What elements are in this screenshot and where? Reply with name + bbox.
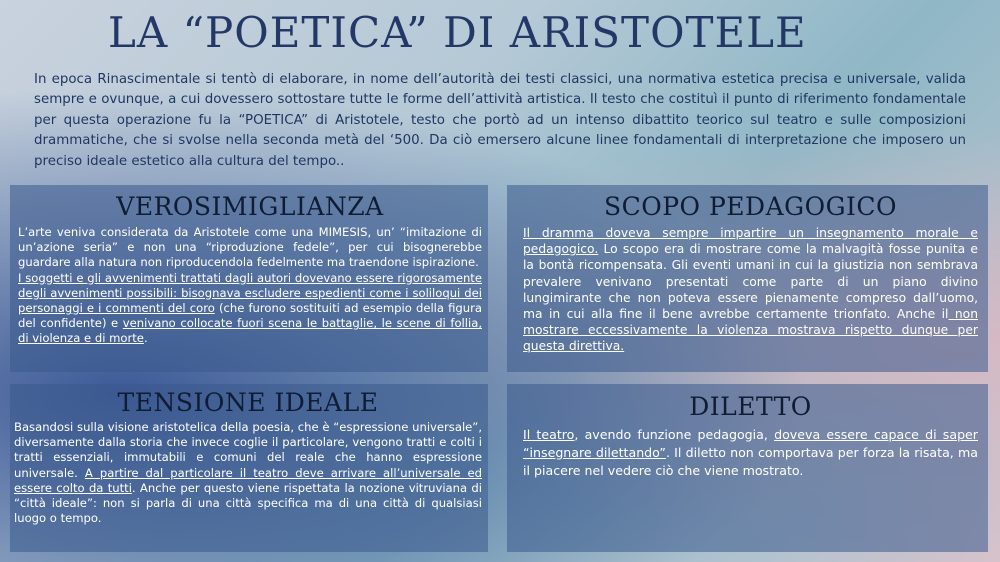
card-tensione-ideale <box>10 384 488 552</box>
underlined-text: non mostrare eccessivamente la violenza mostrava rispetto dunque per questa direttiva. <box>523 307 978 354</box>
card-paragraph <box>18 271 482 347</box>
text-span: Basandosi sulla visione aristotelica della poesia, che è “espressione universale”, diversamente dalla storia che invece coglie il particolare, vengono tratti e colti i tratti essenziali, immutabili e comuni del reale che hanno espressione universale. <box>14 420 482 480</box>
card-scopo-pedagogico <box>507 185 988 372</box>
card-diletto <box>507 384 988 552</box>
card-paragraph <box>14 420 482 526</box>
card-verosimiglianza <box>10 185 488 372</box>
text-span: Lo scopo era di mostrare come la malvagità fosse punita e la bontà ricompensata. Gli eventi umani in cui la giustizia non sembrava prevalere venivano presentati come parte di un piano divino lungimirante che non poteva essere pienamente compreso dall’uomo, ma in cui alla fine il bene avrebbe certamente trionfato. Anche il <box>523 242 978 322</box>
underlined-text: A partire dal particolare il teatro deve arrivare all’universale ed essere colto da tutti <box>14 465 482 495</box>
intro-paragraph: In epoca Rinascimentale si tentò di elaborare, in nome dell’autorità dei testi classici, una normativa estetica precisa e universale, valida sempre e ovunque, a cui dovessero sottostare tutte le forme dell’attività artistica. Il testo che costituì il punto di riferimento fondamentale per questa operazione fu la “POETICA” di Aristotele, testo che portò ad un intenso dibattito teorico sul teatro e sulle composizioni drammatiche, che si svolse nella seconda metà del ‘500. Da ciò emersero alcune linee fondamentali di interpretazione che imposero un preciso ideale estetico alla cultura del tempo.. <box>34 72 966 169</box>
text-span: (che furono sostituiti ad esempio della figura del confidente) e <box>18 301 482 331</box>
card-paragraph <box>523 225 978 355</box>
underlined-text: venivano collocate fuori scena le battaglie, le scene di follia, di violenza e di morte <box>18 316 482 346</box>
page-title: LA “POETICA” DI ARISTOTELE <box>108 8 807 57</box>
card-heading: TENSIONE IDEALE <box>117 388 379 417</box>
text-span: . Anche per questo viene rispettata la nozione vitruviana di “città ideale”: non si parla di una città specifica ma di una città di qualsiasi luogo o tempo. <box>14 480 482 526</box>
card-heading: DILETTO <box>689 392 812 421</box>
card-paragraph: L’arte veniva considerata da Aristotele come una MIMESIS, un’ “imitazione di un’azione seria” e non una “riproduzione fedele”, per cui bisognerebbe guardare alla natura non riproducendola fedelmente ma traendone ispirazione. <box>18 225 482 270</box>
underlined-text: Il teatro <box>523 427 575 442</box>
text-span: . Il diletto non comportava per forza la risata, ma il piacere nel vedere ciò che viene mostrato. <box>523 445 978 478</box>
card-paragraph <box>523 426 978 480</box>
underlined-text: doveva essere capace di saper “insegnare dilettando” <box>523 427 978 460</box>
card-heading: SCOPO PEDAGOGICO <box>603 192 898 221</box>
underlined-text: I soggetti e gli avvenimenti trattati dagli autori dovevano essere rigorosamente degli avvenimenti possibili: bisognava escludere espedienti come i soliloqui dei personaggi e i commenti del coro <box>18 270 482 316</box>
text-span: . <box>143 331 148 346</box>
card-heading: VEROSIMIGLIANZA <box>116 192 384 221</box>
underlined-text: Il dramma doveva sempre impartire un insegnamento morale e pedagogico. <box>523 226 978 257</box>
text-span: , avendo funzione pedagogia, <box>574 427 775 442</box>
